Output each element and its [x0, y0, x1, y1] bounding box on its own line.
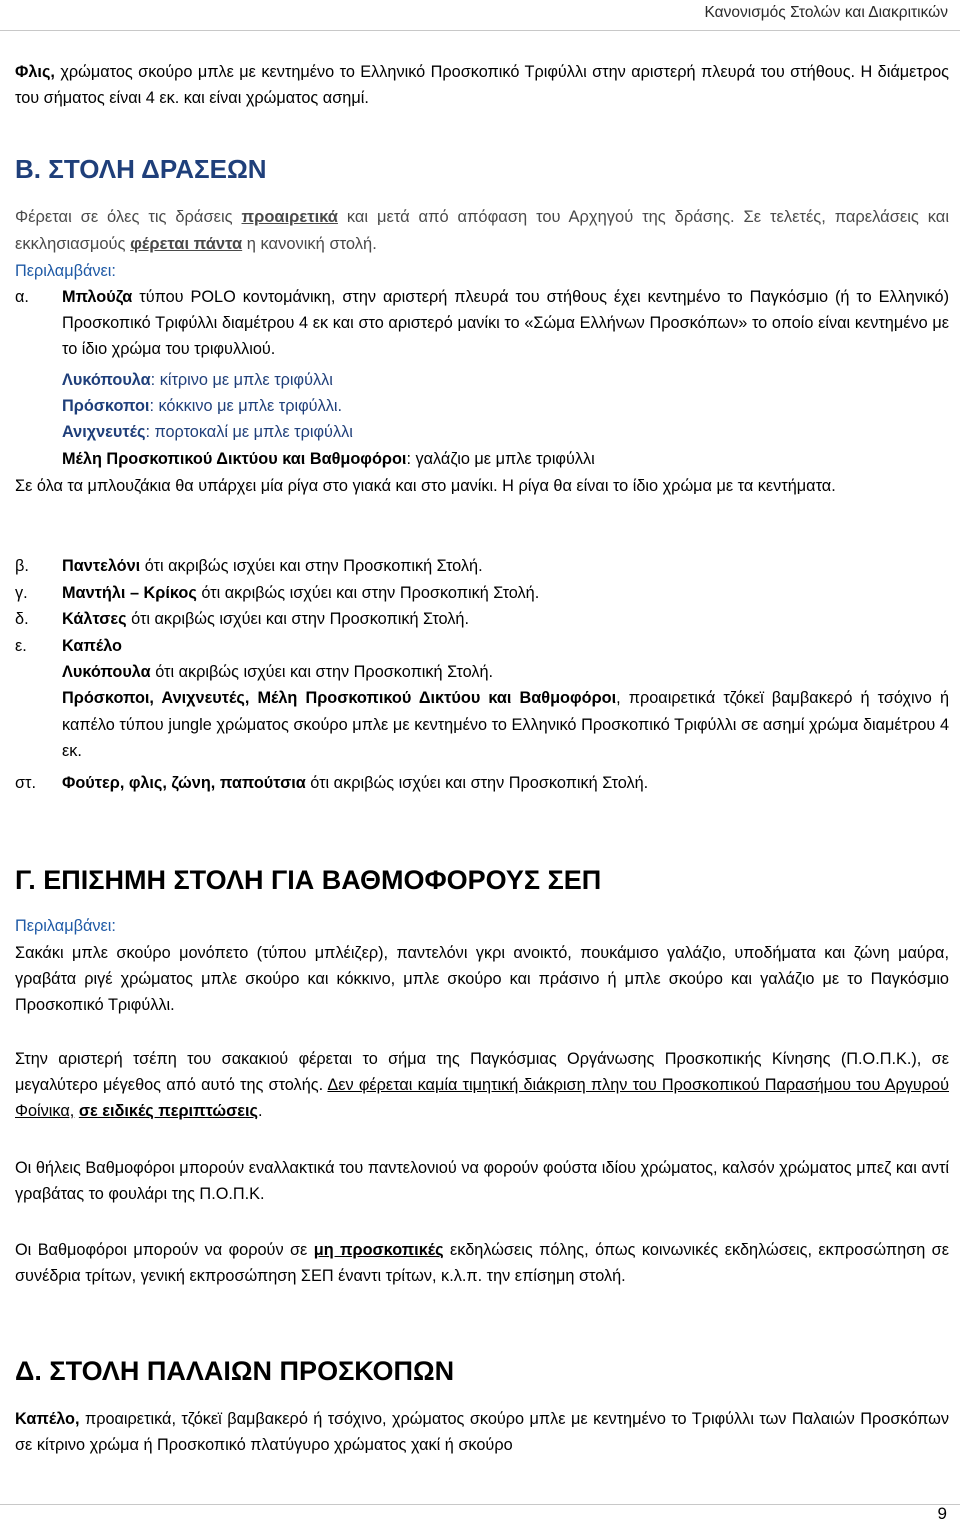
- color-row-scouts: [62, 393, 949, 419]
- section-c-paragraph-2: [15, 1046, 949, 1125]
- color-row-cubs: [62, 367, 949, 393]
- item-f-term: Φούτερ, φλις, ζώνη, παπούτσια: [62, 774, 306, 792]
- explorers-text: : πορτοκαλί με μπλε τριφύλλι: [145, 423, 353, 442]
- list-label-c: γ.: [15, 584, 28, 602]
- network-text: : γαλάζιο με μπλε τριφύλλι: [406, 449, 595, 468]
- section-d-heading: Δ. ΣΤΟΛΗ ΠΑΛΑΙΩΝ ΠΡΟΣΚΟΠΩΝ: [15, 1356, 455, 1386]
- item-d-term: Κάλτσες: [62, 610, 127, 628]
- list-label-a: α.: [15, 288, 29, 306]
- item-c-text: ότι ακριβώς ισχύει και στην Προσκοπική Στολή.: [196, 584, 540, 602]
- list-label-d: δ.: [15, 610, 29, 628]
- list-item-e: [15, 633, 949, 769]
- section-c-paragraph-3: Οι θήλεις Βαθμοφόροι μπορούν εναλλακτικά του παντελονιού να φορούν φούστα ιδίου χρώματος, καλσόν χρώματος μπεζ και αντί γραβάτας το φουλάρι της Π.Ο.Π.Κ.: [15, 1159, 949, 1204]
- item-e-term: Καπέλο: [62, 637, 123, 655]
- list-label-e: ε.: [15, 637, 27, 655]
- non-scout-emphasis: μη προσκοπικές: [313, 1241, 444, 1259]
- section-b-heading: Β. ΣΤΟΛΗ ΔΡΑΣΕΩΝ: [15, 154, 267, 184]
- list-label-b: β.: [15, 557, 29, 575]
- cubs-text: : κίτρινο με μπλε τριφύλλι: [150, 371, 333, 389]
- fleece-paragraph: [15, 59, 949, 111]
- pokk-text: Στην αριστερή τσέπη του σακακιού φέρεται το σήμα της Παγκόσμιας Οργάνωσης Προσκοπικής Κίνησης (Π.Ο.Π.Κ.), σε μεγαλύτερο μέγεθος από αυτό της στολής.: [15, 1050, 949, 1095]
- fleece-text: χρώματος σκούρο μπλε με κεντημένο το Ελληνικό Προσκοπικό Τριφύλλι στην αριστερή πλευρά του στήθους. Η διάμετρος του σήματος είναι 4 εκ. και είναι χρώματος ασημί.: [15, 63, 949, 108]
- section-b-intro-text-2: και μετά από απόφαση του Αρχηγού της δράσης. Σε τελετές, παρελάσεις και εκκλησιασμούς: [15, 208, 949, 253]
- item-e-cubs-term: Λυκόπουλα: [62, 663, 151, 682]
- list-item-f: [15, 770, 949, 796]
- p4-text-1: Οι Βαθμοφόροι μπορούν να φορούν σε: [15, 1241, 314, 1259]
- color-list: [15, 367, 949, 472]
- section-b-intro: [15, 204, 949, 258]
- color-list-body: [62, 367, 949, 472]
- p4-text-2: εκδηλώσεις πόλης, όπως κοινωνικές εκδηλώσεις, εκπροσώπηση σε συνέδρια τρίτων, γενική εκπροσώπηση ΣΕΠ έναντι τρίτων, κ.λ.π. την επίσημη στολή.: [15, 1241, 949, 1286]
- list-text-f: [62, 770, 949, 796]
- always-emphasis: φέρεται πάντα: [130, 235, 243, 253]
- item-e-others: [62, 685, 949, 764]
- fleece-term: Φλις,: [15, 63, 55, 81]
- item-e-others-term: Πρόσκοποι, Ανιχνευτές, Μέλη Προσκοπικού Δικτύου και Βαθμοφόροι: [62, 689, 617, 708]
- stripe-note: Σε όλα τα μπλουζάκια θα υπάρχει μία ρίγα στο γιακά και στο μανίκι. Η ρίγα θα είναι το ίδιο χρώμα με τα κεντήματα.: [15, 477, 836, 495]
- item-f-text: ότι ακριβώς ισχύει και στην Προσκοπική Στολή.: [305, 774, 649, 792]
- hat-term: Καπέλο,: [15, 1410, 80, 1428]
- list-text-c: [62, 580, 949, 606]
- item-b-text: ότι ακριβώς ισχύει και στην Προσκοπική Στολή.: [140, 557, 483, 575]
- item-e-others-text: , προαιρετικά τζόκεϊ βαμβακερό ή τσόχινο ή καπέλο τύπου jungle χρώματος σκούρο μπλε με κεντημένο το Ελληνικό Προσκοπικό Τριφύλλι σε ασημί χρώμα διαμέτρου 4 εκ.: [62, 689, 949, 760]
- scouts-term: Πρόσκοποι: [62, 397, 150, 416]
- section-d-paragraph-1: [15, 1406, 949, 1458]
- section-c-paragraph-1: Σακάκι μπλε σκούρο μονόπετο (τύπου μπλέιζερ), παντελόνι γκρι ανοικτό, πουκάμισο γαλάζιο, υποδήματα και ζώνη μαύρα, γραβάτα ριγέ χρώματος μπλε σκούρο και κόκκινο, μπλε σκούρο και πράσινο ή μπλε σκούρο και γαλάζιο με το Παγκόσμιο Προσκοπικό Τριφύλλι.: [15, 944, 949, 1015]
- special-cases-emphasis: σε ειδικές περιπτώσεις: [78, 1102, 258, 1121]
- list-text-e: [62, 633, 949, 764]
- optional-emphasis: προαιρετικά: [241, 208, 338, 226]
- section-c-paragraph-4: [15, 1237, 949, 1289]
- section-b-includes-label: Περιλαμβάνει:: [15, 262, 116, 280]
- item-e-cubs-line: [62, 659, 949, 685]
- page-number: 9: [937, 1504, 947, 1523]
- no-distinction-text: Δεν φέρεται καμία τιμητική διάκριση πλην του Προσκοπικού Παρασήμου του Αργυρού Φοίνικα,: [15, 1076, 950, 1121]
- cubs-term: Λυκόπουλα: [62, 371, 151, 389]
- color-row-explorers: [62, 419, 949, 445]
- section-c-includes-label: Περιλαμβάνει:: [15, 917, 116, 935]
- footer-rule: [0, 1504, 960, 1505]
- list-text-d: [62, 606, 949, 632]
- scouts-text: : κόκκινο με μπλε τριφύλλι.: [149, 397, 342, 416]
- item-b-term: Παντελόνι: [62, 557, 141, 575]
- section-c-heading: Γ. ΕΠΙΣΗΜΗ ΣΤΟΛΗ ΓΙΑ ΒΑΘΜΟΦΟΡΟΥΣ ΣΕΠ: [15, 865, 602, 895]
- list-item-a: [15, 284, 949, 366]
- list-item-b: [15, 553, 949, 579]
- section-b-intro-text-1: Φέρεται σε όλες τις δράσεις: [15, 208, 242, 226]
- list-text-b: [62, 553, 949, 579]
- section-b-intro-text-3: η κανονική στολή.: [242, 235, 377, 253]
- list-item-c: [15, 580, 949, 606]
- item-d-text: ότι ακριβώς ισχύει και στην Προσκοπική Στολή.: [126, 610, 470, 628]
- list-text-a: [62, 284, 949, 363]
- running-header: Κανονισμός Στολών και Διακριτικών: [704, 4, 948, 21]
- item-a-term: Μπλούζα: [62, 288, 133, 306]
- item-e-cubs-text: ότι ακριβώς ισχύει και στην Προσκοπική Στολή.: [150, 663, 494, 682]
- header-rule: [0, 30, 960, 31]
- period: .: [257, 1102, 263, 1121]
- network-term: Μέλη Προσκοπικού Δικτύου και Βαθμοφόροι: [62, 449, 407, 468]
- item-c-term: Μαντήλι – Κρίκος: [62, 584, 197, 602]
- color-row-network: [62, 446, 949, 472]
- list-label-f: στ.: [15, 774, 37, 792]
- explorers-term: Ανιχνευτές: [62, 423, 146, 442]
- item-a-text: τύπου POLO κοντομάνικη, στην αριστερή πλευρά του στήθους έχει κεντημένο το Παγκόσμιο (ή το Ελληνικό) Προσκοπικό Τριφύλλι διαμέτρου 4 εκ και στο αριστερό μανίκι το «Σώμα Ελλήνων Προσκόπων» το οποίο είναι κεντημένο με το ίδιο χρώμα του τριφυλλιού.: [62, 288, 949, 359]
- list-item-d: [15, 606, 949, 632]
- hat-text: προαιρετικά, τζόκεϊ βαμβακερό ή τσόχινο, χρώματος σκούρο μπλε με κεντημένο το Τριφύλλι των Παλαιών Προσκόπων σε κίτρινο χρώμα ή Προσκοπικό πλατύγυρο χρώματος χακί ή σκούρο: [15, 1410, 949, 1455]
